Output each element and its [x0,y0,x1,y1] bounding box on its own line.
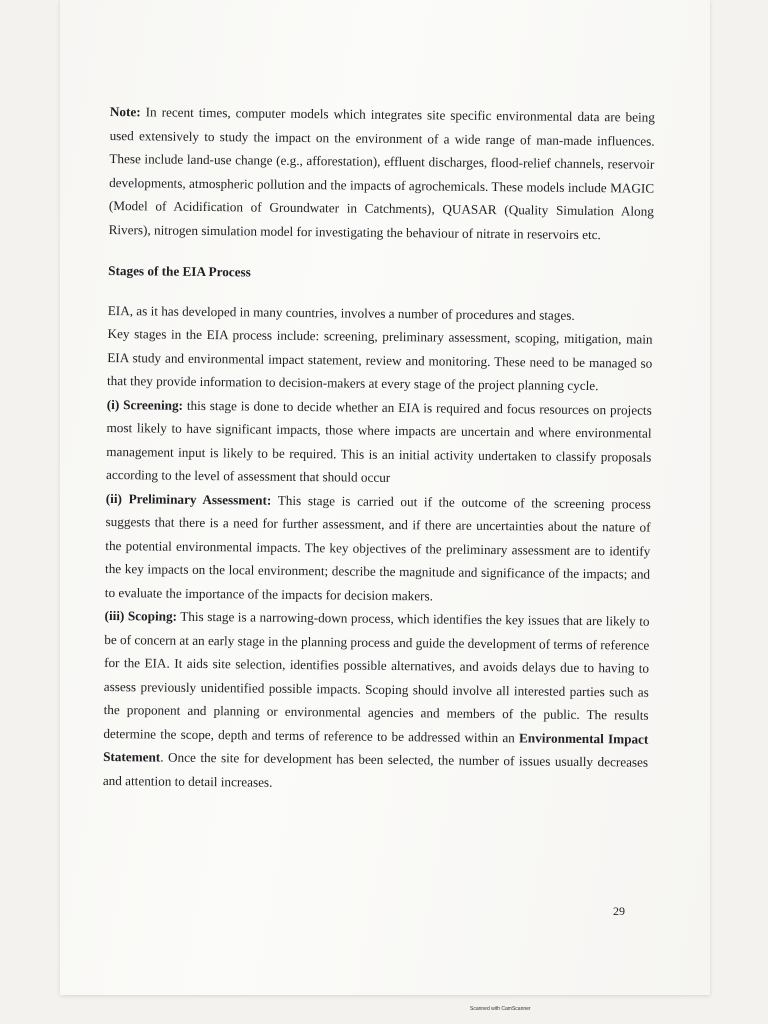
scanner-watermark: Scanned with CamScanner [470,1006,531,1012]
scoping-label: (iii) Scoping: [104,607,178,624]
page-content [103,100,655,798]
note-label: Note: [109,103,141,120]
scoping-text: This stage is a narrowing-down process, which identifies the key issues that are likely to be of concern at an early stage in the planning process and guide the development of terms of reference for the EIA. It aids site selection, identifies possible alternatives, and avoids delays due to having to assess previously unidentified possible impacts. Scoping should involve all interested parties such as the proponent and planning or environmental agencies and members of the public. The results determine the scope, depth and terms of reference to be addressed within an [103,608,650,745]
screening-paragraph [106,392,652,492]
preliminary-paragraph [105,486,651,609]
scoping-text-end: . Once the site for development has been selected, the number of issues usually decreases and attention to detail increases. [102,749,649,790]
page-number: 29 [613,904,625,918]
scoping-bold-term: Environmental Impact Statement [103,729,649,765]
note-text: In recent times, computer models which integrates site specific environmental data are being used extensively to study the impact on the environment of a wide range of man-made influences. These include land-use change (e.g., afforestation), effluent discharges, flood-relief channels, reservoir developments, atmospheric pollution and the impacts of agrochemicals. These models include MAGIC (Model of Acidification of Groundwater in Catchments), QUASAR (Quality Simulation Along Rivers), nitrogen simulation model for investigating the behaviour of nitrate in reservoirs etc. [108,104,655,242]
section-heading: Stages of the EIA Process [108,262,251,280]
intro-paragraph: EIA, as it has developed in many countries, involves a number of procedures and stages. [107,302,575,323]
preliminary-text: This stage is carried out if the outcome of the screening process suggests that there is a need for further assessment, and if there are uncertainties about the nature of the potential environmental impacts. The key objectives of the preliminary assessment are to identify the key impacts on the local environment; describe the magnitude and significance of the impacts; and to evaluate the importance of the impacts for decision makers. [104,492,651,603]
note-paragraph [109,100,655,247]
preliminary-label: (ii) Preliminary Assessment: [105,490,272,508]
key-stages-paragraph: Key stages in the EIA process include: screening, preliminary assessment, scoping, mitigation, main EIA study and environmental impact statement, review and monitoring. These need to be managed so that they provide information to decision-makers at every stage of the project planning cycle. [106,325,653,394]
screening-text: this stage is done to decide whether an EIA is required and focus resources on projects most likely to have significant impacts, those where impacts are uncertain and where environmental management input is likely to be required. This is an initial activity undertaken to classify proposals according to the level of assessment that should occur [105,397,652,485]
screening-label: (i) Screening: [106,396,184,413]
scoping-paragraph [103,604,650,798]
